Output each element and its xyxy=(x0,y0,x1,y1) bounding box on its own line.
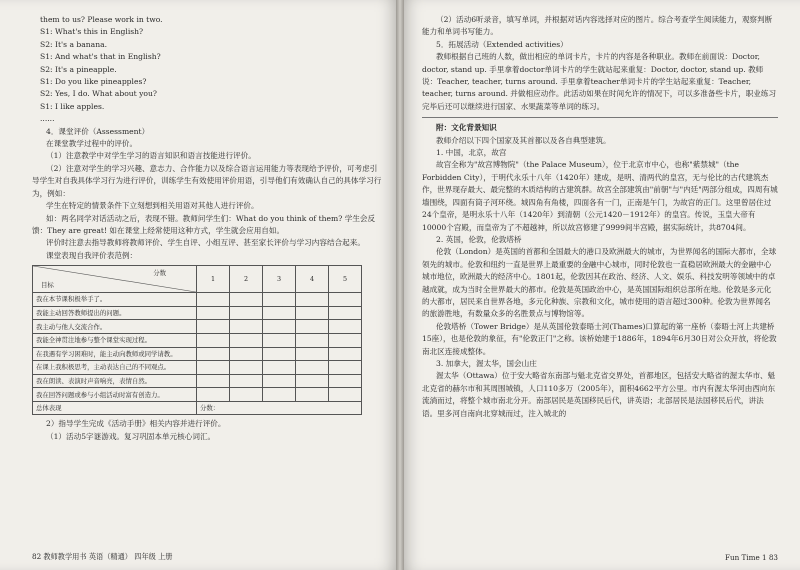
section-heading: 5．拓展活动（Extended activities） xyxy=(436,39,568,49)
paragraph: 评价时注意去指导教师将教师评价、学生自评、小组互评、甚至家长评价与学习内容结合起来。 xyxy=(46,238,365,248)
dialogue-line: S2: It's a banana. xyxy=(40,39,108,49)
dialogue-line: S2: It's a pineapple. xyxy=(40,64,117,74)
table-col-header: 4 xyxy=(296,266,329,293)
dialogue-line: S1: I like apples. xyxy=(40,101,105,111)
table-col-header: 3 xyxy=(263,266,296,293)
table-total-label: 总体表现 xyxy=(33,401,197,415)
table-row xyxy=(33,347,362,361)
page-footer-left: 82 教师教学用书 英语（精通） 四年级 上册 xyxy=(32,552,173,561)
table-head-score: 分数 xyxy=(153,269,166,278)
table-row-label: 我在本节课积极举手了。 xyxy=(33,293,197,307)
table-row xyxy=(33,293,362,307)
table-row xyxy=(33,306,362,320)
table-row-label: 我在朗读、表演时声音响亮，表情自然。 xyxy=(33,374,197,388)
paragraph: 故宫全称为"故宫博物院"（the Palace Museum），位于北京市中心，也称"紫禁城"（the Forbidden City），于明代永乐十八年（1420年）建成，是明、清两代的皇宫，无与伦比的古代建筑杰作，世界现存最大、最完整的木质结构的古建筑群。故宫全部建筑由"前朝"与"内廷"两部分组成，四周有城墙围绕，四面有筒子河环绕。城四角有角楼，四面各有一门，正南是午门，为故宫的正门。这里曾居住过24个皇帝，是明永乐十八年（1420年）到清朝（公元1420－1912年）的皇宫。传说，玉皇大帝有10000个宫殿，而皇帝为了不超越神，所以故宫修建了9999间半宫殿，据实际统计，共8704间。 xyxy=(422,160,778,232)
dialogue-intro: them to us? Please work in two. xyxy=(40,15,163,24)
table-col-header: 5 xyxy=(329,266,362,293)
assessment-table xyxy=(32,265,362,415)
paragraph: 2）指导学生完成《活动手册》相关内容并进行评价。 xyxy=(46,419,226,429)
table-row-label: 我主动与他人交流合作。 xyxy=(33,320,197,334)
table-row xyxy=(33,374,362,388)
table-row xyxy=(33,361,362,375)
table-total-score: 分数： xyxy=(197,401,362,415)
dialogue-line: ...... xyxy=(40,114,55,124)
table-row xyxy=(33,388,362,402)
page-footer-right: Fun Time 1 83 xyxy=(725,553,778,562)
paragraph: （2）活动6听录音，填写单词，并根据对话内容选择对应的图片。综合考查学生阅读能力，观察判断能力和单词书写能力。 xyxy=(422,15,773,37)
book-gutter xyxy=(396,0,404,570)
dialogue-line: S2: Yes, I do. What about you? xyxy=(40,89,157,99)
dialogue-line: S1: What's this in English? xyxy=(40,27,144,37)
paragraph: 教师根据自己班的人数，做出相应的单词卡片，卡片的内容是各种职业。教师在前面说：Doctor, doctor, stand up. 手里拿着doctor单词卡片的学生就站起来重复：Doctor, doctor, stand up. 教师说：Teacher, teacher, turns around. 手里拿着teacher单词卡片的学生站起来重复：Teacher, teacher, turns around. 并做相应动作。此活动如果在时间允许的情况下，可以多准备些卡片，职业练习完毕后还可以继续进行国家、水果蔬菜等单词的练习。 xyxy=(422,52,777,111)
table-corner-cell xyxy=(33,266,197,293)
paragraph: 学生在特定的情景条件下立刻想到相关用语对其他人进行评价。 xyxy=(46,201,259,211)
table-row-label: 我能全神贯注地参与整个课堂实现过程。 xyxy=(33,333,197,347)
dialogue-line: S1: Do you like pineapples? xyxy=(40,77,147,87)
divider xyxy=(422,117,778,118)
table-row xyxy=(33,320,362,334)
table-row xyxy=(33,333,362,347)
paragraph: 伦敦塔桥（Tower Bridge）是从英国伦敦泰晤士河(Thames)口算起的第一座桥（泰晤士河上共建桥15座），也是伦敦的象征，有"伦敦正门"之称。该桥始建于1886年，1894年6月30日对公众开放，将伦敦南北区连接成整体。 xyxy=(422,321,777,356)
paragraph: 教师介绍以下四个国家及其首都以及各自典型建筑。 xyxy=(436,135,611,145)
table-head-item: 目标 xyxy=(41,281,54,290)
right-page xyxy=(400,0,800,570)
table-col-header: 1 xyxy=(197,266,230,293)
table-row-label: 在课上我积极思考，主动表达自己的不同观点。 xyxy=(33,361,197,375)
paragraph: 渥太华（Ottawa）位于安大略省东南部与魁北克省交界处，首都地区，包括安大略省的渥太华市、魁北克省的赫尔市和其周围城镇，人口110多万（2005年），面积4662平方公里。市内有渥太华河由西向东流淌而过，将整个城市南北分开。南部居民是英国移民后代，讲英语；北部居民是法国移民后代，讲法语。里多河自南向北穿城而过，注入城北的 xyxy=(422,371,776,418)
table-col-header: 2 xyxy=(230,266,263,293)
paragraph: 伦敦（London）是英国的首都和全国最大的港口及欧洲最大的城市，为世界闻名的国际大都市，全球领先的城市。伦敦和纽约一直是世界上最重要的金融中心城市，同时伦敦也一直稳居欧洲最大的金融中心城市地位，欧洲最大的经济中心。1801起，伦敦因其在政治、经济、人文、娱乐、科技发明等领域中的卓越成就，成为当时全世界最大的都市。伦敦是英国政治中心，是英国国际组织总部所在地。伦敦是多元化的大都市，居民来自世界各地，多元化种族、宗教和文化，城市使用的语言超过300种。伦敦为世界闻名的旅游胜地，有数量众多的名胜景点与博物馆等。 xyxy=(422,247,777,319)
paragraph: （1）注意教学中对学生学习的语言知识和语言技能进行评价。 xyxy=(46,151,256,161)
paragraph: （1）活动5字谜游戏。复习巩固本单元核心词汇。 xyxy=(46,431,216,441)
appendix-heading: 附：文化背景知识 xyxy=(436,123,497,133)
table-title: 课堂表现自我评价表范例： xyxy=(46,250,138,260)
table-row-label: 我在回答问题或参与小组活动时富有创造力。 xyxy=(33,388,197,402)
paragraph: 如：两名同学对话活动之后，表现不错。教师问学生们：What do you think of them? 学生会反馈：They are great! 如在课堂上经常使用这种方式，学生就会应用自如。 xyxy=(32,213,376,235)
paragraph: 在课堂教学过程中的评价。 xyxy=(46,139,138,149)
section-heading: 4．课堂评价（Assessment） xyxy=(46,126,150,136)
dialogue-line: S1: And what's that in English? xyxy=(40,52,161,62)
table-total-row xyxy=(33,401,362,415)
subheading: 2. 英国，伦敦，伦敦塔桥 xyxy=(436,234,522,244)
table-row-label: 我能主动回答教师提出的问题。 xyxy=(33,306,197,320)
subheading: 3. 加拿大，渥太华，国会山庄 xyxy=(436,358,537,368)
paragraph: （2）注意对学生的学习兴趣、意志力、合作能力以及综合语言运用能力等表现给予评价，可考虑引导学生对自我具体学习行为进行评价，训练学生有效使用评价用语，引导他们有效确认自己的具体学习行为，例如： xyxy=(32,163,382,198)
subheading: 1. 中国，北京，故宫 xyxy=(436,148,507,158)
table-row-label: 在我遇有学习困难时，能主动向教师或同学请教。 xyxy=(33,347,197,361)
